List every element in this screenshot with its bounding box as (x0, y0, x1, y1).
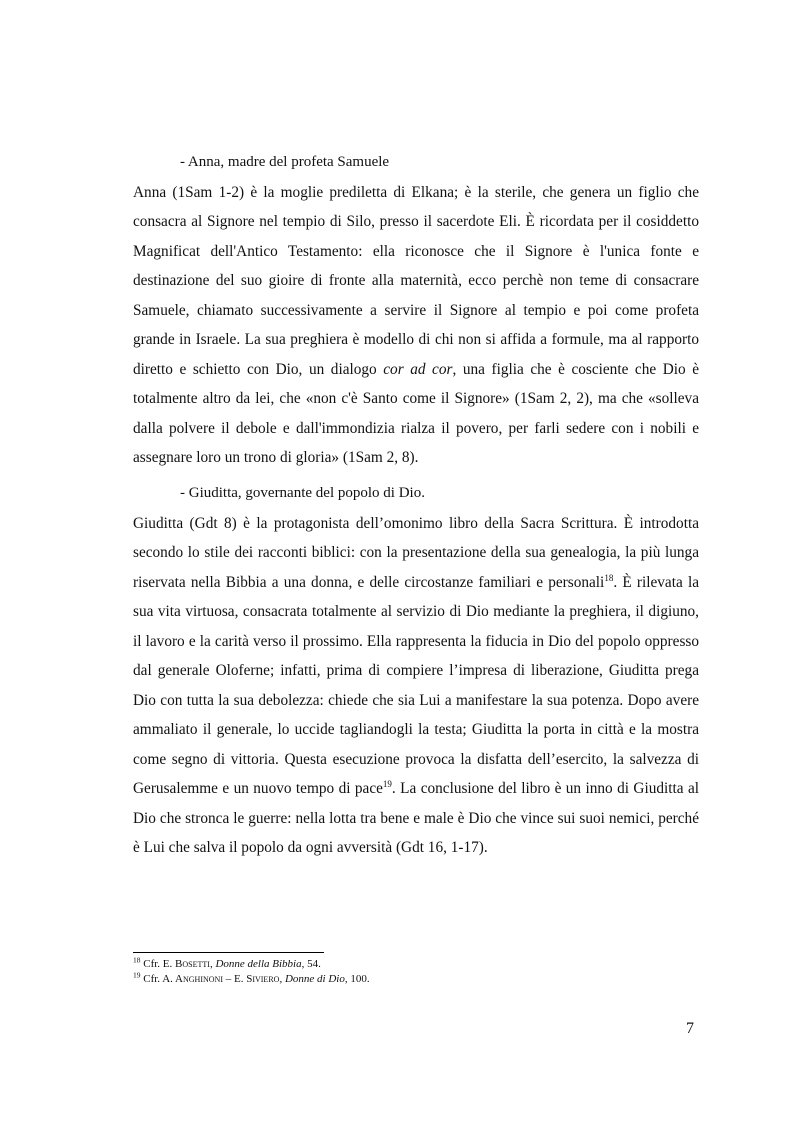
section-giuditta (133, 479, 699, 863)
section-heading: - Giuditta, governante del popolo di Dio. (180, 485, 425, 501)
section-heading: - Anna, madre del profeta Samuele (180, 154, 390, 170)
footnote-reference[interactable]: 19 (382, 778, 392, 789)
footnote-18: $^{18}$ Cfr. E. Bosetti, Donne della Bibbia, 54. (133, 955, 321, 970)
footnote-19: $^{19}$ Cfr. A. Anghinoni – E. Siviero, Donne di Dio, 100. (133, 970, 370, 985)
italic-phrase: cor ad cor (383, 360, 453, 378)
page-number: 7 (686, 1020, 694, 1037)
section-anna (133, 148, 699, 473)
section-paragraph: Anna (1Sam 1-2) è la moglie prediletta di Elkana; è la sterile, che genera un figlio che consacra al Signore nel tempio di Silo, presso il sacerdote Eli. È ricordata per il cosiddetto Magnificat dell'Antico Testamento: ella riconosce che il Signore è l'unica fonte e destinazione del suo gioire di fronte alla maternità, ecco perchè non teme di consacrare Samuele, chiamato successivamente a servire il Signore al tempio e poi come profeta grande in Israele. La sua preghiera è modello di chi non si affida a formule, ma al rapporto diretto e schietto con Dio, un dialogo cor ad cor, una figlia che è cosciente che Dio è totalmente altro da lei, che «non c'è Santo come il Signore» (1Sam 2, 2), ma che «solleva dalla polvere il debole e dall'immondizia rialza il povero, per farli sedere con i nobili e assegnare loro un trono di gloria» (1Sam 2, 8). (133, 183, 699, 466)
section-paragraph: Giuditta (Gdt 8) è la protagonista dell’omonimo libro della Sacra Scrittura. È introdotta secondo lo stile dei racconti biblici: con la presentazione della sua genealogia, la più lunga riservata nella Bibbia a una donna, e delle circostanze familiari e personali$^{18}$. È rilevata la sua vita virtuosa, consacrata totalmente al servizio di Dio mediante la preghiera, il digiuno, il lavoro e la carità verso il prossimo. Ella rappresenta la fiducia in Dio del popolo oppresso dal generale Oloferne; infatti, prima di compiere l’impresa di liberazione, Giuditta prega Dio con tutta la sua debolezza: chiede che sia Lui a manifestare la sua potenza. Dopo avere ammaliato il generale, lo uccide tagliandogli la testa; Giuditta la porta in città e la mostra come segno di vittoria. Questa esecuzione provoca la disfatta dell’esercito, la salvezza di Gerusalemme e un nuovo tempo di pace$^{19}$. La conclusione del libro è un inno di Giuditta al Dio che stronca le guerre: nella lotta tra bene e male è Dio che vince sui suoi nemici, perché è Lui che salva il popolo da ogni avversità (Gdt 16, 1-17). (133, 514, 699, 856)
footnotes (133, 957, 699, 987)
footnote-divider (133, 952, 324, 953)
footnote-reference[interactable]: 18 (604, 572, 614, 583)
